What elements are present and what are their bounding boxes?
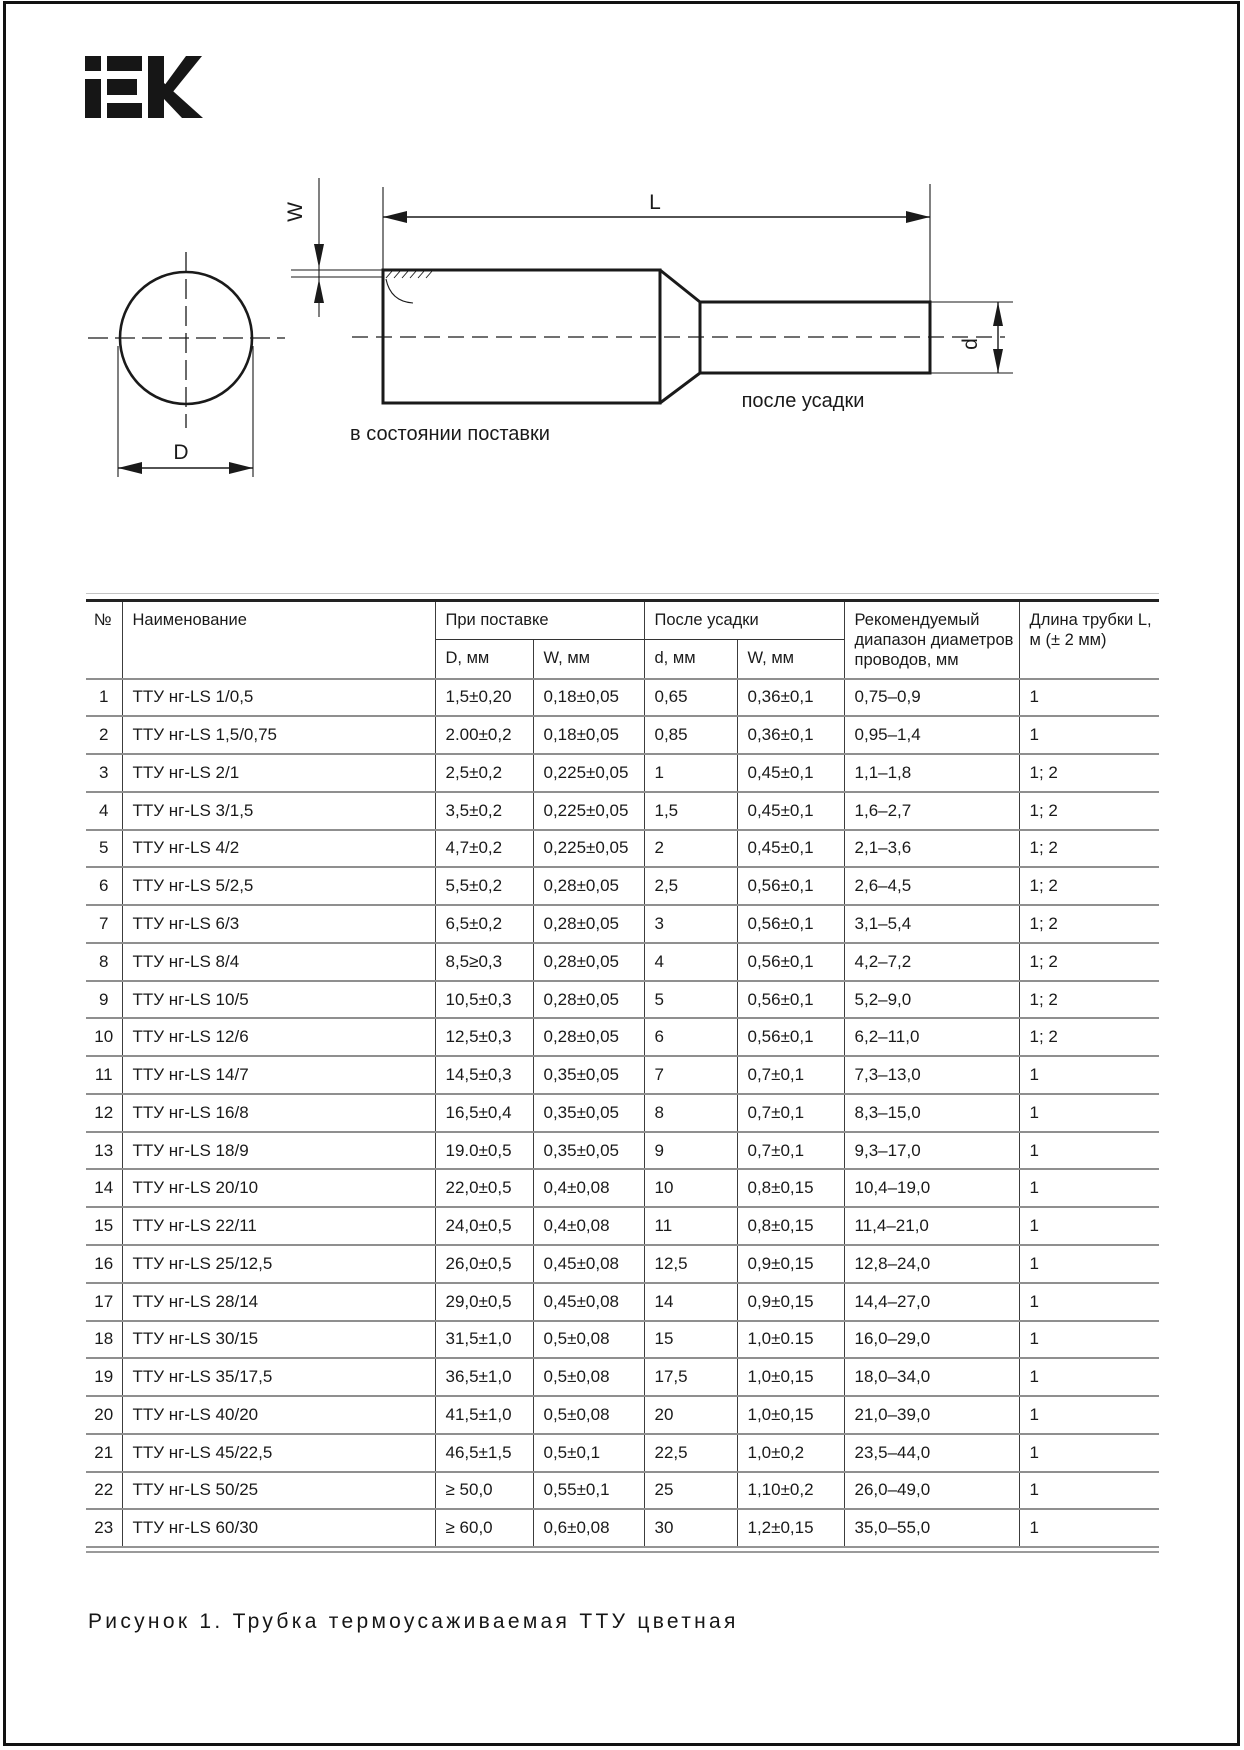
small-d-arrow-down <box>993 349 1003 373</box>
table-row <box>86 1509 1159 1547</box>
table-cell: 23,5–44,0 <box>844 1434 1019 1472</box>
table-cell: 18 <box>94 1329 114 1349</box>
header-num: № <box>93 611 112 629</box>
table-cell: ТТУ нг-LS 10/5 <box>122 981 435 1019</box>
technical-drawing <box>60 130 1060 500</box>
table-cell: 20 <box>94 1404 114 1424</box>
table-cell: 12,5 <box>644 1245 737 1283</box>
table-cell: 10,4–19,0 <box>844 1169 1019 1207</box>
table-row <box>86 679 1159 717</box>
table-row <box>86 1283 1159 1321</box>
label-D: D <box>173 441 189 464</box>
table-cell: 16,5±0,4 <box>435 1094 533 1132</box>
logo-e-mid <box>107 79 137 95</box>
table-cell: 4 <box>644 943 737 981</box>
table-cell: 5,5±0,2 <box>435 867 533 905</box>
table-cell: 13 <box>94 1140 114 1160</box>
table-cell: 2,5 <box>644 867 737 905</box>
table-cell: 0,28±0,05 <box>533 981 644 1019</box>
tube-taper-top <box>660 270 700 302</box>
table-cell: ТТУ нг-LS 1/0,5 <box>122 679 435 717</box>
table-cell: 7,3–13,0 <box>844 1056 1019 1094</box>
table-cell: 0,4±0,08 <box>533 1207 644 1245</box>
table-cell: 0,95–1,4 <box>844 716 1019 754</box>
table-cell: ТТУ нг-LS 8/4 <box>122 943 435 981</box>
tube-taper-bottom <box>660 373 700 403</box>
table-cell: 4,7±0,2 <box>435 830 533 868</box>
table-cell: ТТУ нг-LS 2/1 <box>122 754 435 792</box>
table-cell: 1; 2 <box>1019 981 1159 1019</box>
table-cell: 1; 2 <box>1019 792 1159 830</box>
table-cell: 8 <box>644 1094 737 1132</box>
table-cell: 8 <box>99 951 109 971</box>
table-cell: 12,5±0,3 <box>435 1018 533 1056</box>
table-cell: 17,5 <box>644 1358 737 1396</box>
table-cell: 0,8±0,15 <box>737 1169 844 1207</box>
table-bottom-line <box>86 1551 1159 1553</box>
label-L: L <box>649 191 661 214</box>
table-cell: 1 <box>1019 1472 1159 1510</box>
table-cell: ТТУ нг-LS 50/25 <box>122 1472 435 1510</box>
header-W-mm-2: W, мм <box>737 640 844 679</box>
table-cell: 12 <box>94 1102 114 1122</box>
w-arrow-up <box>314 279 324 303</box>
iek-logo <box>85 56 203 118</box>
table-cell: 0,56±0,1 <box>737 981 844 1019</box>
table-cell: 2 <box>99 725 109 745</box>
table-cell: 0,45±0,1 <box>737 754 844 792</box>
table-cell: 0,5±0,08 <box>533 1358 644 1396</box>
table-cell: 1 <box>1019 716 1159 754</box>
table-cell: 22,5 <box>644 1434 737 1472</box>
table-cell: ТТУ нг-LS 6/3 <box>122 905 435 943</box>
table-cell: ТТУ нг-LS 14/7 <box>122 1056 435 1094</box>
table-cell: 10 <box>94 1027 114 1047</box>
table-cell: 16 <box>94 1253 114 1273</box>
table-cell: 1 <box>644 754 737 792</box>
table-cell: 0,225±0,05 <box>533 792 644 830</box>
table-cell: 2,5±0,2 <box>435 754 533 792</box>
table-cell: 19.0±0,5 <box>435 1132 533 1170</box>
table-cell: 14,4–27,0 <box>844 1283 1019 1321</box>
table-cell: ≥ 60,0 <box>435 1509 533 1547</box>
table-cell: ТТУ нг-LS 4/2 <box>122 830 435 868</box>
table-row <box>86 1132 1159 1170</box>
table-cell: 1,5 <box>644 792 737 830</box>
table-cell: 3 <box>99 762 109 782</box>
table-cell: 1 <box>1019 1245 1159 1283</box>
figure-caption: Рисунок 1. Трубка термоусаживаемая ТТУ цветная <box>88 1610 739 1633</box>
table-cell: 8,3–15,0 <box>844 1094 1019 1132</box>
table-body <box>86 679 1159 1548</box>
table-cell: 15 <box>94 1216 114 1236</box>
table-cell: 0,28±0,05 <box>533 1018 644 1056</box>
table-cell: 8,5≥0,3 <box>435 943 533 981</box>
table-cell: ТТУ нг-LS 30/15 <box>122 1321 435 1359</box>
table-row <box>86 1018 1159 1056</box>
table-row <box>86 1094 1159 1132</box>
header-after-shrink: После усадки <box>644 601 844 640</box>
table-cell: 1 <box>1019 1207 1159 1245</box>
table-row <box>86 1434 1159 1472</box>
table-row <box>86 1396 1159 1434</box>
table-cell: 0,5±0,08 <box>533 1321 644 1359</box>
table-row <box>86 754 1159 792</box>
table-cell: 1; 2 <box>1019 867 1159 905</box>
logo-e-top <box>107 56 142 71</box>
table-cell: ТТУ нг-LS 3/1,5 <box>122 792 435 830</box>
d-arrow-left <box>118 462 142 474</box>
table-cell: 0,56±0,1 <box>737 943 844 981</box>
table-cell: 0,35±0,05 <box>533 1094 644 1132</box>
table-cell: 5 <box>644 981 737 1019</box>
table-cell: 1 <box>1019 1132 1159 1170</box>
table-row <box>86 1056 1159 1094</box>
table-cell: 0,65 <box>644 679 737 717</box>
table-cell: 21 <box>94 1442 114 1462</box>
table-cell: 7 <box>644 1056 737 1094</box>
table-cell: 1,6–2,7 <box>844 792 1019 830</box>
table-cell: 41,5±1,0 <box>435 1396 533 1434</box>
table-cell: 25 <box>644 1472 737 1510</box>
table-row <box>86 716 1159 754</box>
table-cell: 18,0–34,0 <box>844 1358 1019 1396</box>
table-cell: ТТУ нг-LS 16/8 <box>122 1094 435 1132</box>
table-cell: 1,1–1,8 <box>844 754 1019 792</box>
table-cell: 1 <box>99 687 109 707</box>
table-row <box>86 1472 1159 1510</box>
table-cell: 1; 2 <box>1019 1018 1159 1056</box>
table-cell: 0,45±0,08 <box>533 1283 644 1321</box>
table-cell: 0,36±0,1 <box>737 716 844 754</box>
table-cell: 1,0±0,15 <box>737 1396 844 1434</box>
table-cell: 3,5±0,2 <box>435 792 533 830</box>
table-cell: 35,0–55,0 <box>844 1509 1019 1547</box>
table-cell: 0,36±0,1 <box>737 679 844 717</box>
table-row <box>86 905 1159 943</box>
table-cell: 46,5±1,5 <box>435 1434 533 1472</box>
table-cell: ТТУ нг-LS 22/11 <box>122 1207 435 1245</box>
table-cell: 9,3–17,0 <box>844 1132 1019 1170</box>
table-cell: ТТУ нг-LS 40/20 <box>122 1396 435 1434</box>
table-cell: 11 <box>644 1207 737 1245</box>
table-cell: ТТУ нг-LS 60/30 <box>122 1509 435 1547</box>
table-cell: 0,6±0,08 <box>533 1509 644 1547</box>
table-cell: 30 <box>644 1509 737 1547</box>
table-cell: 0,5±0,1 <box>533 1434 644 1472</box>
table-cell: 0,45±0,1 <box>737 792 844 830</box>
table-cell: ТТУ нг-LS 20/10 <box>122 1169 435 1207</box>
logo-e-bottom <box>107 103 142 118</box>
d-arrow-right <box>229 462 253 474</box>
table-cell: 0,225±0,05 <box>533 830 644 868</box>
table-cell: 22,0±0,5 <box>435 1169 533 1207</box>
table-row <box>86 1358 1159 1396</box>
header-d-mm: d, мм <box>644 640 737 679</box>
table-cell: 1; 2 <box>1019 943 1159 981</box>
header-D-mm: D, мм <box>435 640 533 679</box>
small-d-arrow-up <box>993 302 1003 326</box>
l-arrow-right <box>906 211 930 223</box>
table-cell: 24,0±0,5 <box>435 1207 533 1245</box>
table-cell: 0,56±0,1 <box>737 905 844 943</box>
table-cell: 15 <box>644 1321 737 1359</box>
table-cell: ≥ 50,0 <box>435 1472 533 1510</box>
table-cell: ТТУ нг-LS 35/17,5 <box>122 1358 435 1396</box>
header-tube-length: Длина трубки L, м (± 2 мм) <box>1019 601 1159 679</box>
table-cell: 6,2–11,0 <box>844 1018 1019 1056</box>
table-cell: ТТУ нг-LS 12/6 <box>122 1018 435 1056</box>
label-supplied-state: в состоянии поставки <box>350 423 550 445</box>
table-cell: 1; 2 <box>1019 905 1159 943</box>
table-cell: 36,5±1,0 <box>435 1358 533 1396</box>
table-cell: ТТУ нг-LS 1,5/0,75 <box>122 716 435 754</box>
table-header <box>86 601 1159 679</box>
table-cell: 0,225±0,05 <box>533 754 644 792</box>
table-cell: 2.00±0,2 <box>435 716 533 754</box>
header-name: Наименование <box>122 601 435 679</box>
table-cell: 3,1–5,4 <box>844 905 1019 943</box>
table-row <box>86 1207 1159 1245</box>
table-cell: 1; 2 <box>1019 830 1159 868</box>
header-at-delivery: При поставке <box>435 601 644 640</box>
table-cell: ТТУ нг-LS 45/22,5 <box>122 1434 435 1472</box>
table-cell: 0,35±0,05 <box>533 1056 644 1094</box>
logo-k-upper-arm <box>164 56 202 93</box>
table-cell: 2,6–4,5 <box>844 867 1019 905</box>
table-cell: 5,2–9,0 <box>844 981 1019 1019</box>
table-cell: 1 <box>1019 1321 1159 1359</box>
table-cell: 1 <box>1019 1434 1159 1472</box>
table-cell: 1 <box>1019 1169 1159 1207</box>
spec-table <box>86 599 1159 1548</box>
table-cell: 26,0±0,5 <box>435 1245 533 1283</box>
table-cell: 9 <box>644 1132 737 1170</box>
table-cell: 6 <box>99 876 109 896</box>
table-row <box>86 981 1159 1019</box>
table-cell: 0,28±0,05 <box>533 905 644 943</box>
table-cell: 0,45±0,1 <box>737 830 844 868</box>
header-diameter-range: Рекомендуемый диапазон диаметров проводов, мм <box>844 601 1019 679</box>
table-cell: 1,5±0,20 <box>435 679 533 717</box>
table-cell: 10 <box>644 1169 737 1207</box>
table-cell: ТТУ нг-LS 5/2,5 <box>122 867 435 905</box>
header-W-mm-1: W, мм <box>533 640 644 679</box>
table-cell: 1 <box>1019 1396 1159 1434</box>
table-cell: 0,55±0,1 <box>533 1472 644 1510</box>
table-row <box>86 1169 1159 1207</box>
table-cell: 14 <box>644 1283 737 1321</box>
table-cell: 11,4–21,0 <box>844 1207 1019 1245</box>
table-cell: 14 <box>94 1178 114 1198</box>
table-cell: 4,2–7,2 <box>844 943 1019 981</box>
table-cell: 0,9±0,15 <box>737 1283 844 1321</box>
table-cell: 1 <box>1019 1283 1159 1321</box>
table-cell: 0,28±0,05 <box>533 943 644 981</box>
table-cell: 0,7±0,1 <box>737 1056 844 1094</box>
table-cell: 23 <box>94 1518 114 1538</box>
table-cell: 20 <box>644 1396 737 1434</box>
table-cell: 0,56±0,1 <box>737 1018 844 1056</box>
table-cell: 21,0–39,0 <box>844 1396 1019 1434</box>
table-cell: 9 <box>99 989 109 1009</box>
table-cell: 1,0±0,15 <box>737 1358 844 1396</box>
table-cell: 11 <box>94 1065 113 1085</box>
table-cell: 1,0±0,2 <box>737 1434 844 1472</box>
table-top-hairline <box>86 593 1159 594</box>
table-cell: 1,2±0,15 <box>737 1509 844 1547</box>
table-cell: 0,18±0,05 <box>533 716 644 754</box>
table-cell: 0,75–0,9 <box>844 679 1019 717</box>
table-cell: 0,28±0,05 <box>533 867 644 905</box>
w-arrow-down <box>314 244 324 268</box>
table-cell: 10,5±0,3 <box>435 981 533 1019</box>
table-cell: 5 <box>99 838 109 858</box>
table-cell: 0,4±0,08 <box>533 1169 644 1207</box>
table-cell: ТТУ нг-LS 25/12,5 <box>122 1245 435 1283</box>
table-cell: 14,5±0,3 <box>435 1056 533 1094</box>
table-row <box>86 792 1159 830</box>
table-cell: 1 <box>1019 1509 1159 1547</box>
table-cell: ТТУ нг-LS 28/14 <box>122 1283 435 1321</box>
table-cell: 1 <box>1019 1358 1159 1396</box>
table-cell: 1 <box>1019 1056 1159 1094</box>
table-cell: 0,56±0,1 <box>737 867 844 905</box>
table-cell: 2,1–3,6 <box>844 830 1019 868</box>
inner-wall-curve <box>386 279 413 303</box>
table-row <box>86 1245 1159 1283</box>
table-cell: 0,18±0,05 <box>533 679 644 717</box>
table-cell: 6,5±0,2 <box>435 905 533 943</box>
table-cell: 19 <box>94 1367 114 1387</box>
table-cell: 0,85 <box>644 716 737 754</box>
table-row <box>86 1321 1159 1359</box>
table-cell: 0,35±0,05 <box>533 1132 644 1170</box>
table-row <box>86 867 1159 905</box>
logo-i-stem <box>85 79 101 118</box>
table-row <box>86 943 1159 981</box>
table-cell: 7 <box>99 913 109 933</box>
logo-i-dot <box>85 56 101 71</box>
table-cell: 1 <box>1019 1094 1159 1132</box>
table-cell: 0,7±0,1 <box>737 1132 844 1170</box>
table-cell: 31,5±1,0 <box>435 1321 533 1359</box>
table-cell: ТТУ нг-LS 18/9 <box>122 1132 435 1170</box>
table-cell: 29,0±0,5 <box>435 1283 533 1321</box>
table-cell: 1; 2 <box>1019 754 1159 792</box>
label-after-shrink: после усадки <box>741 390 865 412</box>
table-cell: 0,5±0,08 <box>533 1396 644 1434</box>
table-cell: 1,10±0,2 <box>737 1472 844 1510</box>
label-W: W <box>284 202 307 222</box>
l-arrow-left <box>383 211 407 223</box>
label-d: d <box>959 338 982 350</box>
table-cell: 3 <box>644 905 737 943</box>
table-cell: 12,8–24,0 <box>844 1245 1019 1283</box>
table-row <box>86 830 1159 868</box>
table-cell: 16,0–29,0 <box>844 1321 1019 1359</box>
table-cell: 17 <box>94 1291 114 1311</box>
table-cell: 0,45±0,08 <box>533 1245 644 1283</box>
table-cell: 0,7±0,1 <box>737 1094 844 1132</box>
table-cell: 0,9±0,15 <box>737 1245 844 1283</box>
table-cell: 1,0±0.15 <box>737 1321 844 1359</box>
table-cell: 26,0–49,0 <box>844 1472 1019 1510</box>
table-cell: 0,8±0,15 <box>737 1207 844 1245</box>
table-cell: 22 <box>94 1480 114 1500</box>
table-cell: 6 <box>644 1018 737 1056</box>
table-cell: 4 <box>99 800 109 820</box>
table-cell: 1 <box>1019 679 1159 717</box>
table-cell: 2 <box>644 830 737 868</box>
logo-k-stem <box>148 56 164 118</box>
